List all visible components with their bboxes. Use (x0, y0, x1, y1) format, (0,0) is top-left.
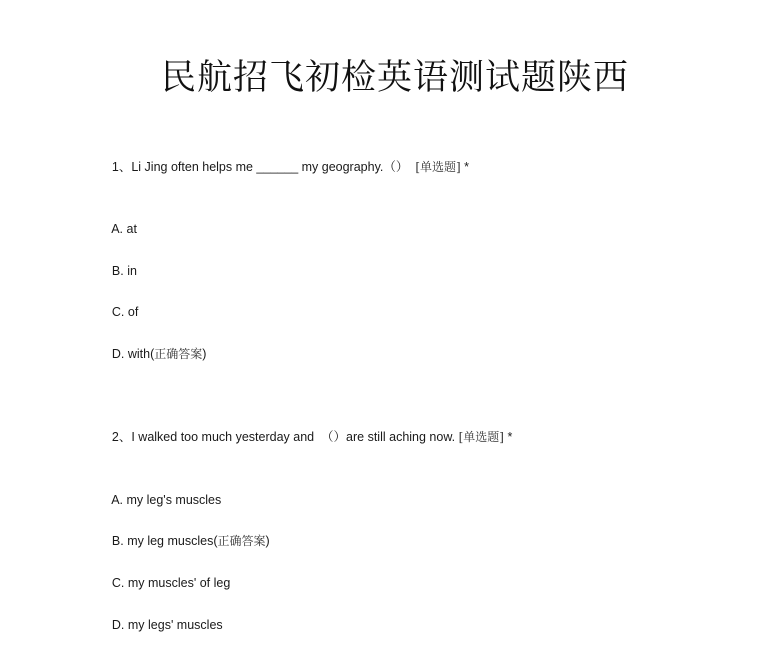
correct-answer-note: 正确答案 (217, 534, 266, 548)
question-1 (98, 143, 469, 191)
question-text: I walked too much yesterday and （）are still aching now. (131, 430, 459, 444)
option-1c[interactable] (98, 288, 138, 336)
option-label: B. my leg muscles( (111, 534, 218, 548)
option-2b[interactable] (98, 517, 270, 565)
option-label: C. of (111, 305, 139, 319)
required-mark: * (460, 160, 470, 174)
option-close-paren: ) (202, 347, 207, 361)
correct-answer-note: 正确答案 (154, 347, 203, 361)
option-2d[interactable] (98, 601, 223, 649)
option-2c[interactable] (98, 559, 230, 607)
option-1a[interactable] (98, 205, 137, 253)
question-text: Li Jing often helps me ______ my geography.（） (131, 160, 416, 174)
option-1d[interactable] (98, 330, 206, 378)
option-label: A. my leg's muscles (111, 493, 222, 507)
question-2 (98, 413, 512, 461)
question-type-tag: [单选题] (458, 430, 504, 444)
question-type-tag: [单选题] (415, 160, 461, 174)
option-label: D. my legs' muscles (111, 618, 223, 632)
option-close-paren: ) (265, 534, 270, 548)
option-label: B. in (111, 264, 137, 278)
option-label: D. with( (111, 347, 155, 361)
option-label: A. at (111, 222, 137, 236)
option-label: C. my muscles' of leg (111, 576, 231, 590)
required-mark: * (503, 430, 513, 444)
question-number: 1、 (111, 160, 132, 174)
page-title: 民航招飞初检英语测试题陕西 (160, 58, 629, 98)
question-number: 2、 (111, 430, 132, 444)
